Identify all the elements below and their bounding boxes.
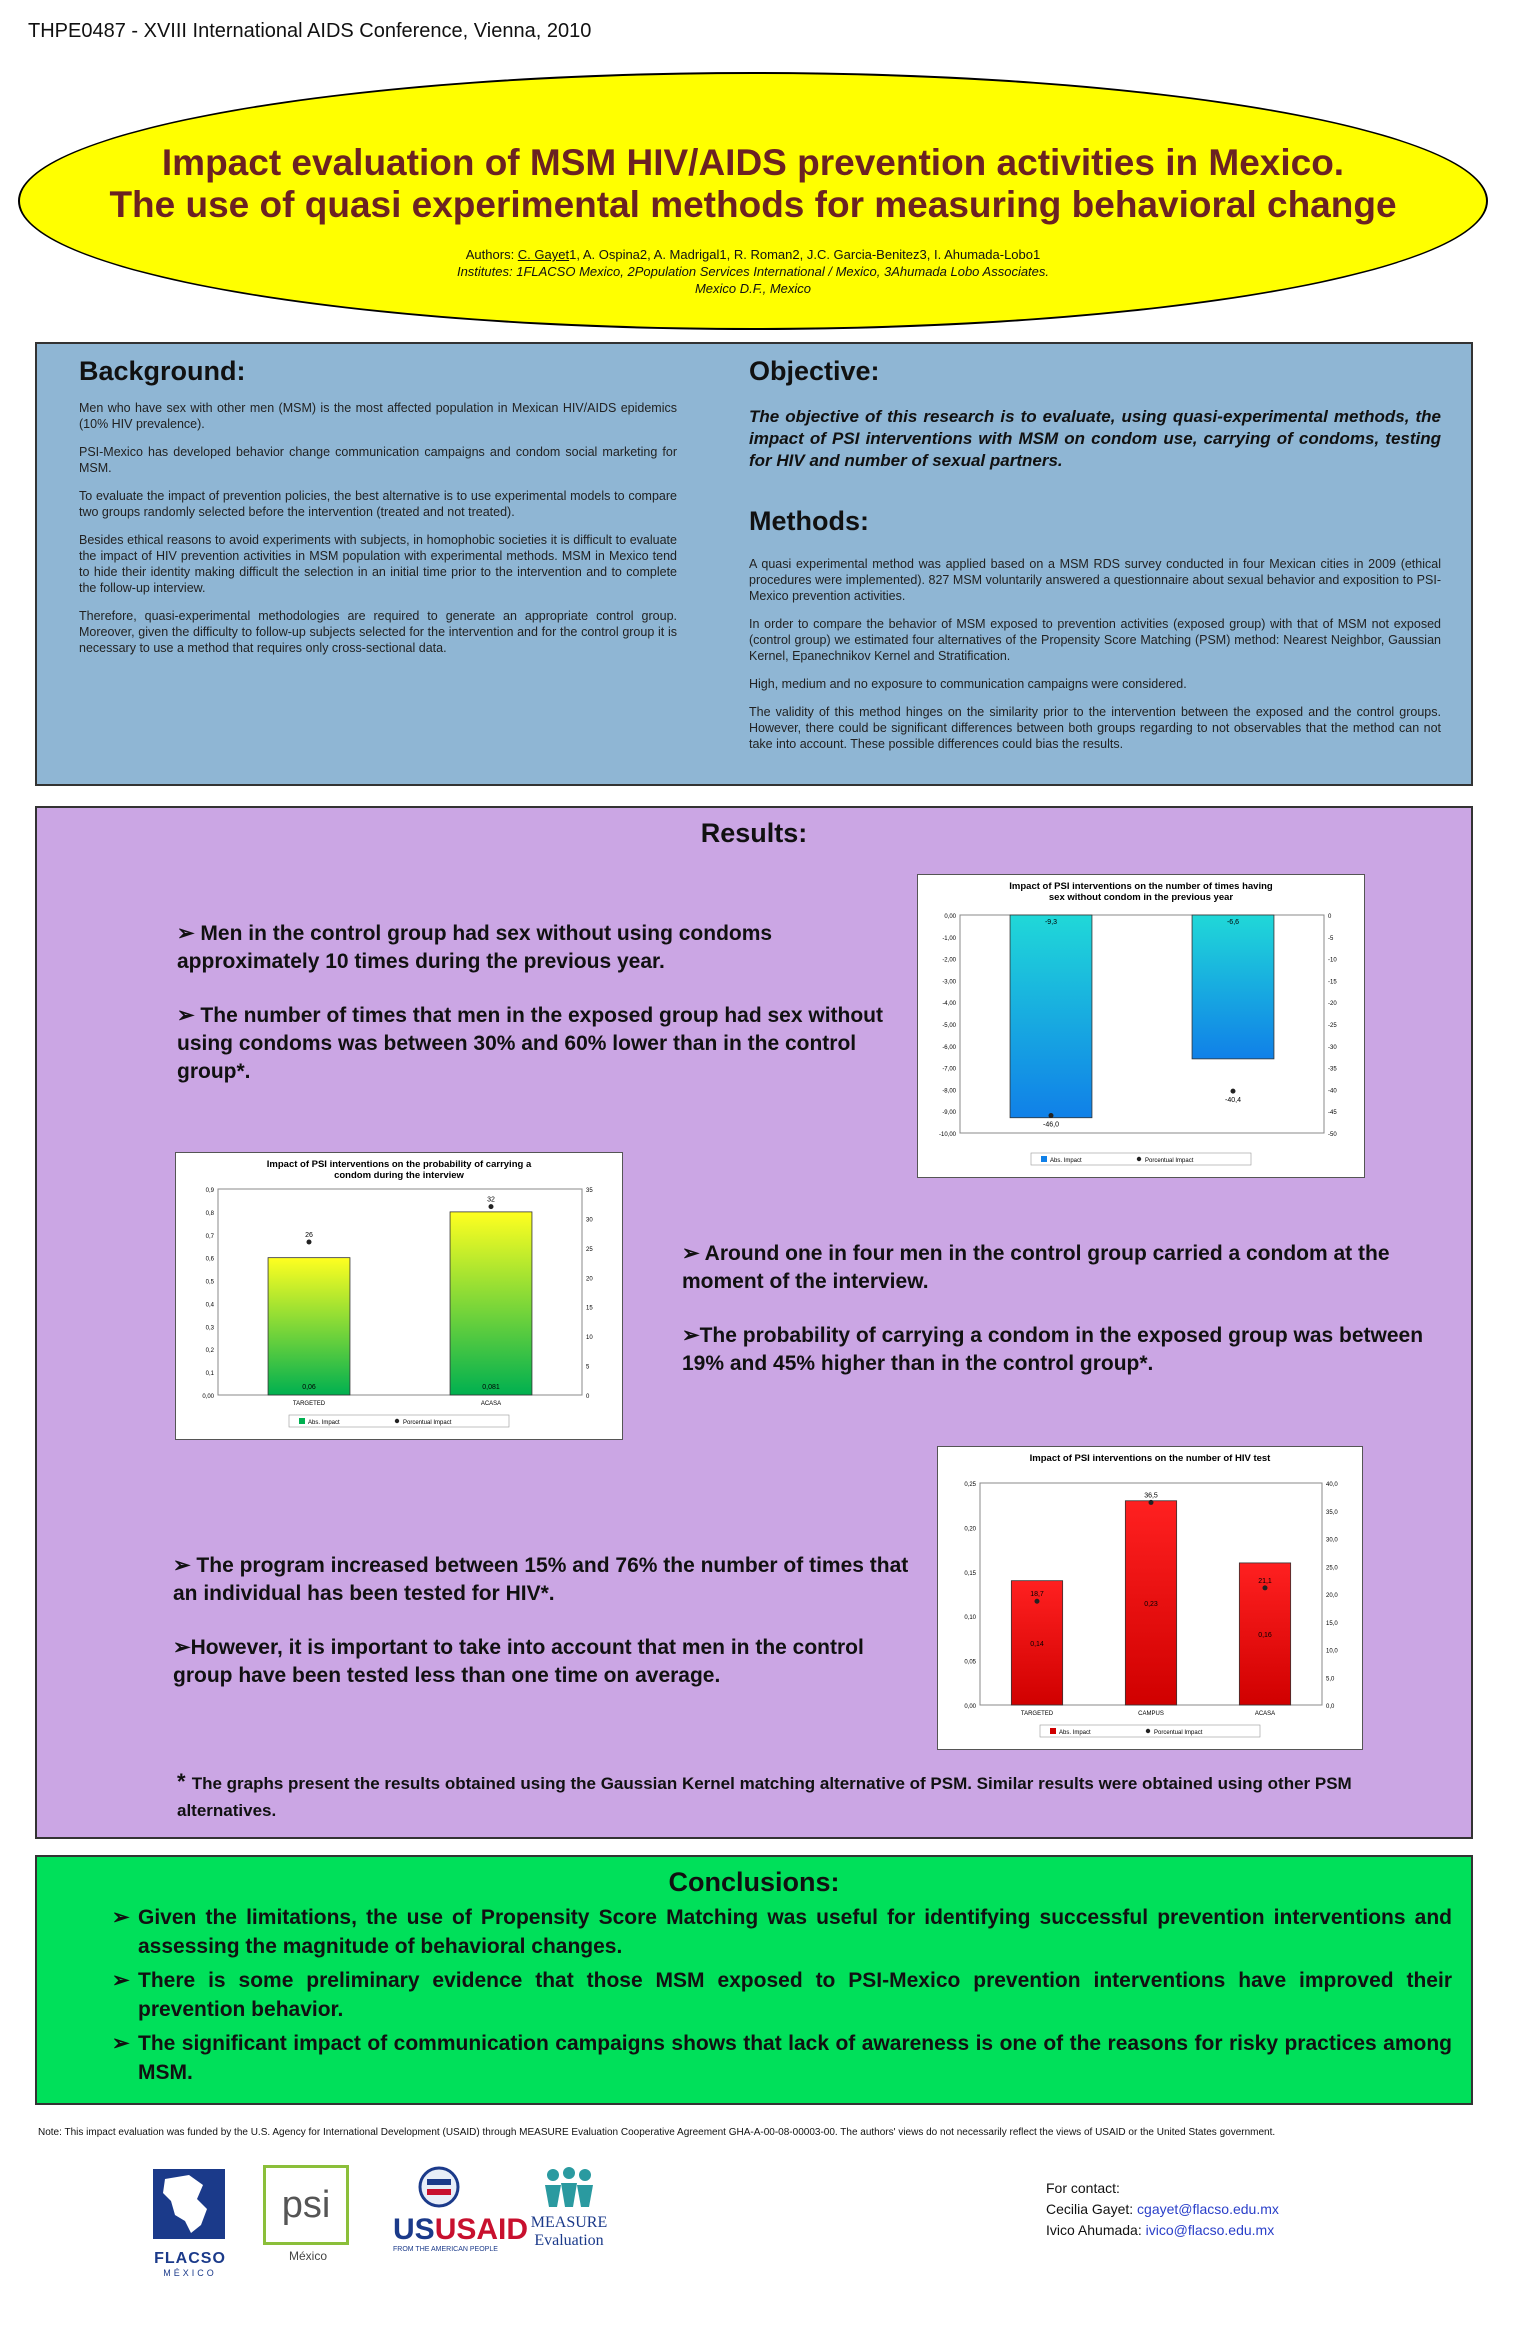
contact-person-2 <box>1046 2220 1279 2241</box>
result-bullet: ➢ Around one in four men in the control group carried a condom at the moment of the interview. <box>682 1242 1390 1293</box>
y-tick-label: 0,9 <box>205 1188 214 1194</box>
results-block-condom <box>682 1240 1442 1404</box>
location: Mexico D.F., Mexico <box>694 281 812 296</box>
measure-sub: Evaluation <box>534 2232 604 2249</box>
results-footnote <box>177 1768 1377 1824</box>
contact-email-2[interactable]: ivico@flacso.edu.mx <box>1145 2222 1275 2238</box>
background-heading: Background: <box>79 356 246 386</box>
marker-label: -46,0 <box>1043 1121 1059 1129</box>
methods-paragraph: In order to compare the behavior of MSM exposed to prevention activities (exposed group) with that of MSM not exposed (control group) we estimated four alternatives of the Propensity Score Matching (PSM) method: Nearest Neighbor, Gaussian Kernel, Epanechnikov Kernel and Stratification. <box>749 617 1441 663</box>
poster-title-line1: Impact evaluation of MSM HIV/AIDS prevention activities in Mexico. <box>161 142 1345 183</box>
authors-prefix: Authors: <box>465 247 518 262</box>
y-tick-label: 0,05 <box>964 1659 976 1666</box>
result-bullet: ➢The probability of carrying a condom in the exposed group was between 19% and 45% higher than in the control group*. <box>682 1324 1424 1375</box>
y-tick-label: -9,00 <box>942 1110 956 1117</box>
conclusion-item <box>112 1903 1452 1961</box>
conclusion-item <box>112 2029 1452 2087</box>
y2-tick-label: 25 <box>586 1246 593 1253</box>
y-tick-label: 0,2 <box>205 1348 214 1355</box>
chart-hiv-test-svg <box>938 1447 1362 1749</box>
y2-tick-label: -25 <box>1328 1023 1337 1029</box>
background-paragraph: PSI-Mexico has developed behavior change communication campaigns and condom social marketing for MSM. <box>79 445 677 475</box>
chart-carrying-condom <box>175 1152 623 1440</box>
methods-heading: Methods: <box>749 506 869 536</box>
marker-point <box>489 1204 494 1209</box>
methods-text <box>749 556 1441 764</box>
methods-paragraph: A quasi experimental method was applied based on a MSM RDS survey conducted in four Mexican cities in 2009 (ethical procedures were implemented). 827 MSM voluntarily answered a questionnaire about sexual behavior and exposition to PSI-Mexico prevention activities. <box>749 557 1441 603</box>
psi-mark: psi <box>263 2165 349 2245</box>
y2-tick-label: -15 <box>1328 979 1337 986</box>
poster-title-line2: The use of quasi experimental methods for measuring behavioral change <box>109 184 1397 225</box>
y2-tick-label: 35 <box>586 1188 593 1194</box>
marker-point <box>1149 1500 1154 1505</box>
results-heading: Results: <box>700 818 808 848</box>
bar-value-label: 0,081 <box>482 1384 500 1391</box>
results-block-sex <box>177 920 917 1112</box>
contact-name-1: Cecilia Gayet: <box>1046 2201 1138 2217</box>
conclusion-item <box>112 1966 1452 2024</box>
y-tick-label: -8,00 <box>942 1088 956 1095</box>
y-tick-label: -10,00 <box>938 1132 956 1138</box>
contact-block <box>1046 2178 1279 2241</box>
bar-value-label: 0,06 <box>302 1384 316 1391</box>
marker-label: 26 <box>305 1231 313 1239</box>
psi-sub: México <box>288 2249 327 2263</box>
y2-tick-label: -35 <box>1328 1066 1337 1073</box>
authors-rest: 1, A. Ospina2, A. Madrigal1, R. Roman2, J.C. Garcia-Benitez3, I. Ahumada-Lobo1 <box>569 247 1041 262</box>
y-tick-label: -7,00 <box>942 1066 956 1073</box>
y-tick-label: -1,00 <box>942 935 956 942</box>
conclusions-heading: Conclusions: <box>668 1867 840 1897</box>
marker-label: 32 <box>487 1196 495 1204</box>
y-tick-label: -2,00 <box>942 957 956 964</box>
usaid-logo <box>393 2165 529 2275</box>
legend-label: Abs. Impact <box>1050 1158 1082 1164</box>
y2-tick-label: 40,0 <box>1326 1482 1338 1488</box>
objective-text: The objective of this research is to evaluate, using quasi-experimental methods, the impact of PSI interventions with MSM on condom use, carrying of condoms, testing for HIV and number of sexual partners. <box>749 407 1441 470</box>
footnote-star: * <box>177 1769 192 1794</box>
usaid-text: USAID <box>434 2213 529 2246</box>
result-bullet: ➢However, it is important to take into account that men in the control group have been tested less than one time on average. <box>173 1636 864 1687</box>
marker-label: 21,1 <box>1258 1577 1272 1585</box>
measure-name: MEASURE <box>530 2214 608 2231</box>
y2-tick-label: 30,0 <box>1326 1537 1338 1544</box>
chart-title: Impact of PSI interventions on the probability of carrying a <box>266 1159 532 1170</box>
legend-label: Abs. Impact <box>308 1420 340 1426</box>
y-tick-label: 0,25 <box>964 1482 976 1488</box>
footnote-text: The graphs present the results obtained using the Gaussian Kernel matching alternative of PSM. Similar results were obtained using other PSM alternatives. <box>177 1774 1352 1820</box>
bar-value-label: -6,6 <box>1226 919 1240 926</box>
y-tick-label: 0,10 <box>964 1615 976 1622</box>
category-label: ACASA <box>1254 1711 1276 1717</box>
y-tick-label: -3,00 <box>942 979 956 986</box>
background-paragraph: Men who have sex with other men (MSM) is the most affected population in Mexican HIV/AIDS epidemics (10% HIV prevalence). <box>79 401 677 431</box>
y2-tick-label: -40 <box>1328 1088 1337 1095</box>
lead-author: C. Gayet <box>517 247 570 262</box>
y2-tick-label: 35,0 <box>1326 1509 1338 1516</box>
y-tick-label: 0,00 <box>202 1394 214 1400</box>
background-paragraph: To evaluate the impact of prevention policies, the best alternative is to use experimental models to compare two groups randomly selected before the intervention (treated and not treated). <box>79 489 677 519</box>
conclusion-text: The significant impact of communication campaigns shows that lack of awareness is one of the reasons for risky practices among MSM. <box>138 2032 1452 2084</box>
chart-carrying-condom-svg <box>176 1153 622 1439</box>
arrow-bullet-icon: ➢ <box>112 1906 130 1929</box>
measure-people-icon <box>523 2165 615 2209</box>
marker-point <box>1035 1599 1040 1604</box>
y2-tick-label: 30 <box>586 1217 593 1224</box>
background-text <box>79 400 677 668</box>
flacso-logo <box>145 2165 235 2278</box>
y-tick-label: 0,6 <box>205 1256 214 1263</box>
y-tick-label: 0,00 <box>964 1704 976 1710</box>
result-bullet: ➢ The program increased between 15% and 76% the number of times that an individual has been tested for HIV*. <box>173 1554 909 1605</box>
flacso-sub: MÉXICO <box>163 2268 217 2278</box>
bar <box>450 1212 532 1395</box>
legend-label: Porcentual Impact <box>1145 1158 1194 1164</box>
marker-label: 18,7 <box>1030 1591 1044 1599</box>
usaid-sub: FROM THE AMERICAN PEOPLE <box>393 2246 498 2253</box>
bar-value-label: 0,16 <box>1258 1631 1272 1639</box>
intro-panel <box>35 342 1473 786</box>
contact-email-1[interactable]: cgayet@flacso.edu.mx <box>1137 2201 1279 2217</box>
y-tick-label: 0,4 <box>205 1302 214 1309</box>
flacso-map-icon <box>145 2165 235 2245</box>
results-panel <box>35 806 1473 1839</box>
methods-paragraph: The validity of this method hinges on the similarity prior to the intervention between the exposed and the control groups. However, there could be significant differences between both groups regarding to not observables that the method can not take into account. These possible differences could bias the results. <box>749 705 1441 751</box>
y-tick-label: -6,00 <box>942 1044 956 1051</box>
background-paragraph: Therefore, quasi-experimental methodologies are required to generate an appropriate control group. Moreover, given the difficulty to follow-up subjects selected for the intervention and for the control group it is necessary to use a method that requires only cross-sectional data. <box>79 609 677 655</box>
y2-tick-label: 20 <box>586 1276 593 1283</box>
y-tick-label: 0,00 <box>944 914 956 920</box>
logos-row <box>145 2165 615 2285</box>
y-tick-label: 0,7 <box>205 1233 214 1240</box>
y-tick-label: 0,5 <box>205 1279 214 1286</box>
marker-point <box>307 1239 312 1244</box>
objective-heading: Objective: <box>749 356 880 386</box>
bar-value-label: 0,23 <box>1144 1600 1158 1608</box>
y-tick-label: 0,1 <box>205 1371 214 1378</box>
y2-tick-label: -30 <box>1328 1044 1337 1051</box>
y-tick-label: 0,15 <box>964 1570 976 1577</box>
background-paragraph: Besides ethical reasons to avoid experiments with subjects, in homophobic societies it is difficult to evaluate the impact of HIV prevention activities in MSM population with experimental methods. MSM in Mexico tend to hide their identity making difficult the selection in an initial time prior to the intervention and to complete the follow-up interview. <box>79 533 677 595</box>
marker-label: -40,4 <box>1225 1097 1241 1105</box>
y-tick-label: 0,8 <box>205 1210 214 1217</box>
y2-tick-label: -45 <box>1328 1110 1337 1117</box>
usaid-name: USUSAID <box>393 2213 529 2246</box>
y2-tick-label: 5,0 <box>1326 1676 1335 1683</box>
chart-unprotected-sex-svg <box>918 875 1364 1177</box>
result-bullet: ➢ Men in the control group had sex without using condoms approximately 10 times during the previous year. <box>177 922 773 973</box>
y2-tick-label: -10 <box>1328 957 1337 964</box>
chart-title: sex without condom in the previous year <box>1048 892 1234 903</box>
funding-note: Note: This impact evaluation was funded by the U.S. Agency for International Development (USAID) through MEASURE Evaluation Cooperative Agreement GHA-A-00-08-00003-00. The authors' views do not necessarily reflect the views of USAID or the United States government. <box>38 2127 1276 2138</box>
legend-marker <box>1137 1157 1141 1161</box>
y-tick-label: 0,20 <box>964 1526 976 1533</box>
legend-marker <box>395 1419 399 1423</box>
legend-swatch <box>299 1418 305 1424</box>
arrow-bullet-icon: ➢ <box>112 1969 130 1992</box>
y2-tick-label: 10 <box>586 1335 593 1342</box>
title-banner <box>18 72 1488 330</box>
y2-tick-label: 5 <box>586 1364 590 1371</box>
legend-swatch <box>1050 1728 1056 1734</box>
arrow-bullet-icon: ➢ <box>112 2032 130 2055</box>
y2-tick-label: -5 <box>1328 935 1334 942</box>
y-tick-label: -4,00 <box>942 1001 956 1008</box>
y2-tick-label: 25,0 <box>1326 1565 1338 1572</box>
y2-tick-label: -50 <box>1328 1132 1337 1138</box>
y-tick-label: 0,3 <box>205 1325 214 1332</box>
chart-hiv-test <box>937 1446 1363 1750</box>
category-label: TARGETED <box>1020 1711 1054 1717</box>
marker-label: 36,5 <box>1144 1492 1158 1500</box>
marker-point <box>1263 1585 1268 1590</box>
conclusions-panel <box>35 1855 1473 2105</box>
psi-logo <box>263 2165 353 2275</box>
measure-logo <box>523 2165 615 2275</box>
authors <box>20 246 1486 263</box>
contact-person-1 <box>1046 2199 1279 2220</box>
y2-tick-label: 20,0 <box>1326 1593 1338 1599</box>
bar-value-label: -9,3 <box>1044 919 1058 926</box>
chart-title: Impact of PSI interventions on the number of HIV test <box>1029 1453 1271 1464</box>
legend-marker <box>1146 1729 1150 1733</box>
legend-label: Porcentual Impact <box>403 1420 452 1426</box>
y2-tick-label: 0,0 <box>1326 1704 1335 1710</box>
legend-label: Abs. Impact <box>1059 1730 1091 1736</box>
contact-name-2: Ivico Ahumada: <box>1046 2222 1146 2238</box>
category-label: TARGETED <box>292 1401 326 1407</box>
chart-unprotected-sex <box>917 874 1365 1178</box>
conclusion-text: There is some preliminary evidence that those MSM exposed to PSI-Mexico prevention interventions have improved their prevention behavior. <box>138 1969 1452 2021</box>
chart-title: Impact of PSI interventions on the number of times having <box>1009 881 1273 892</box>
legend-label: Porcentual Impact <box>1154 1730 1203 1736</box>
bar-value-label: 0,14 <box>1030 1640 1044 1648</box>
y2-tick-label: -20 <box>1328 1001 1337 1008</box>
chart-title: condom during the interview <box>334 1170 464 1181</box>
conclusion-text: Given the limitations, the use of Propensity Score Matching was useful for identifying successful prevention interventions and assessing the magnitude of behavioral changes. <box>138 1906 1452 1958</box>
y2-tick-label: 10,0 <box>1326 1648 1338 1655</box>
y2-tick-label: 15,0 <box>1326 1620 1338 1627</box>
y2-tick-label: 0 <box>586 1394 590 1400</box>
bar <box>1192 915 1274 1059</box>
results-block-hiv <box>173 1552 913 1716</box>
bar <box>1010 915 1092 1118</box>
conclusions-list <box>112 1903 1452 2092</box>
usaid-seal-icon <box>393 2165 503 2209</box>
category-label: CAMPUS <box>1138 1711 1164 1717</box>
y2-tick-label: 0 <box>1328 914 1332 920</box>
conference-code: THPE0487 - XVIII International AIDS Conference, Vienna, 2010 <box>28 20 592 42</box>
category-label: ACASA <box>480 1401 502 1407</box>
contact-heading: For contact: <box>1046 2180 1120 2196</box>
methods-paragraph: High, medium and no exposure to communication campaigns were considered. <box>749 677 1187 691</box>
marker-point <box>1231 1089 1236 1094</box>
marker-point <box>1049 1113 1054 1118</box>
y-tick-label: -5,00 <box>942 1023 956 1029</box>
institutes: Institutes: 1FLACSO Mexico, 2Population Services International / Mexico, 3Ahumada Lobo Associates. <box>456 264 1050 279</box>
legend-swatch <box>1041 1156 1047 1162</box>
result-bullet: ➢ The number of times that men in the exposed group had sex without using condoms was between 30% and 60% lower than in the control group*. <box>177 1004 883 1083</box>
flacso-name: FLACSO <box>154 2250 226 2267</box>
bar <box>268 1258 350 1395</box>
y2-tick-label: 15 <box>586 1305 593 1312</box>
